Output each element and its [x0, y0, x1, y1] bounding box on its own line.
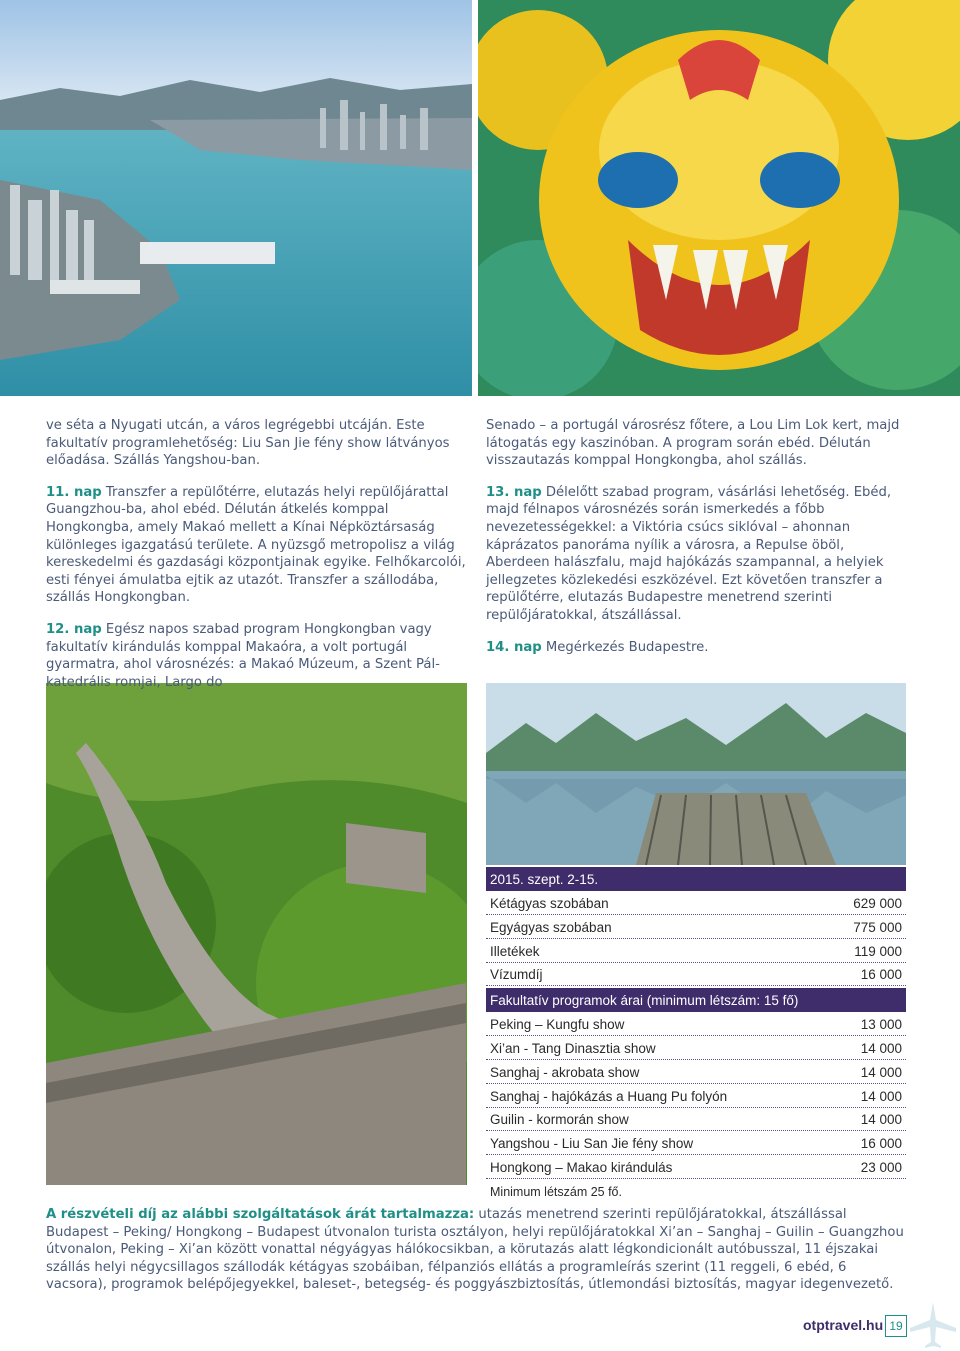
day-label: 12. nap [46, 621, 102, 637]
price-label: Guilin - kormorán show [490, 1112, 629, 1128]
price-label: Hongkong – Makao kirándulás [490, 1159, 673, 1175]
optional-price-row [486, 1157, 906, 1179]
optional-programs-header [486, 988, 906, 1012]
optional-programs-title: Fakultatív programok árai (minimum létszám: 15 fő) [490, 992, 799, 1008]
price-value: 14 000 [860, 1112, 902, 1128]
price-label: Xi’an - Tang Dinasztia show [490, 1040, 656, 1056]
optional-price-row [486, 1062, 906, 1084]
price-label: Vízumdíj [490, 967, 543, 983]
optional-price-row [486, 1086, 906, 1108]
footer-website[interactable]: otptravel.hu [803, 1317, 884, 1333]
itinerary-paragraph: Senado – a portugál városrész főtere, a Lou Lim Lok kert, majd látogatás egy kaszinóban. A program során ebéd. Délután visszautazás komppal Hongkongba, ahol szállás. [486, 418, 900, 469]
price-value: 14 000 [860, 1088, 902, 1104]
included-services-lead: A részvételi díj az alábbi szolgáltatások árát tartalmazza: [46, 1207, 475, 1222]
itinerary-right-column [486, 417, 908, 670]
itinerary-day-13 [486, 484, 908, 625]
day-text: Megérkezés Budapestre. [541, 639, 709, 655]
day-label: 11. nap [46, 484, 102, 500]
dragon-sculpture-photo [478, 0, 960, 396]
itinerary-day-11 [46, 484, 470, 607]
optional-price-row [486, 1014, 906, 1036]
price-table [486, 867, 906, 1203]
minimum-participants-note: Minimum létszám 25 fő. [490, 1184, 622, 1199]
price-value: 13 000 [860, 1017, 902, 1033]
day-label: 13. nap [486, 484, 542, 500]
price-label: Kétágyas szobában [490, 896, 609, 911]
optional-price-row [486, 1109, 906, 1131]
day-label: 14. nap [486, 639, 542, 655]
price-row [486, 917, 906, 939]
included-services [46, 1206, 908, 1294]
price-value: 775 000 [853, 919, 902, 935]
price-row [486, 941, 906, 963]
price-value: 14 000 [860, 1064, 902, 1080]
included-services-text: utazás menetrend szerinti repülőjáratokkal, átszállással Budapest – Peking/ Hongkong – Budapest útvonalon turista osztályon, helyi repülőjáratokkal Xi’an – Sanghaj – Guilin – Guangzhou útvonalon, Peking – Xi’an között vonattal négyágyas hálókocsikban, a körutazás alatt légkondicionált autóbusszal, 11 éjszakai szállás helyi négycsillagos szállodák kétágyas szobáiban, félpanziós ellátás a programleírás szerint (11 reggeli, 6 ebéd, 6 vacsora), programok belépőjegyekkel, baleset-, betegség- és poggyászbiztosítás, útlemondási biztosítás, magyar idegenvezető. [46, 1207, 904, 1293]
page-number: 19 [885, 1315, 907, 1337]
price-label: Illetékek [490, 943, 540, 959]
price-label: Sanghaj - akrobata show [490, 1064, 640, 1080]
itinerary-paragraph: ve séta a Nyugati utcán, a város legrégebbi utcáján. Este fakultatív programlehetőség: Liu San Jie fény show látványos előadása. Szállás Yangshou-ban. [46, 418, 450, 469]
price-value: 119 000 [854, 943, 902, 959]
price-value: 629 000 [853, 896, 902, 911]
price-value: 23 000 [860, 1159, 902, 1175]
price-row [486, 964, 906, 986]
price-value: 16 000 [860, 967, 902, 983]
itinerary-day-14 [486, 639, 908, 657]
itinerary-day-12 [46, 621, 470, 691]
price-value: 16 000 [860, 1136, 902, 1152]
price-label: Yangshou - Liu San Jie fény show [490, 1136, 694, 1152]
great-wall-photo [46, 683, 467, 1185]
li-river-bamboo-raft-photo [486, 683, 906, 865]
itinerary-left-column [46, 417, 470, 705]
airplane-icon [908, 1300, 958, 1350]
price-label: Peking – Kungfu show [490, 1017, 625, 1033]
price-table-date-header [486, 867, 906, 891]
optional-price-row [486, 1038, 906, 1060]
day-text: Transzfer a repülőtérre, elutazás helyi repülőjárattal Guangzhou-ba, ahol ebéd. Délután átkelés komppal Hongkongba, amely Makaó mellett a Kínai Népköztársaság különleges igazgatású területe. A nyüzsgő metropolisz a világ kereskedelmi és gazdasági központjainak egyike. Felhőkarcolói, esti fényei ámulatba ejtik az utazót. Transzfer a szállodába, szállás Hongkongban. [46, 484, 466, 606]
hongkong-harbor-photo [0, 0, 472, 396]
price-label: Sanghaj - hajókázás a Huang Pu folyón [490, 1088, 728, 1104]
price-label: Egyágyas szobában [490, 919, 612, 935]
price-value: 14 000 [860, 1040, 902, 1056]
day-text: Délelőtt szabad program, vásárlási lehetőség. Ebéd, majd félnapos városnézés során ismerkedés a főbb nevezetességekkel: a Viktória csúcs siklóval – ahonnan káprázatos panoráma nyílik a városra, a Repulse öböl, Aberdeen halászfalu, majd hajókázás szampannal, a helyiek jellegzetes közlekedési eszközével. Ezt követően transzfer a repülőtérre, elutazás Budapestre menetrend szerinti repülőjáratokkal, átszállással. [486, 484, 892, 623]
price-row [486, 893, 906, 915]
travel-date: 2015. szept. 2-15. [490, 871, 599, 887]
day-text: Egész napos szabad program Hongkongban vagy fakultatív kirándulás komppal Makaóra, a volt portugál gyarmatra, ahol városnézés: a Makaó Múzeum, a Szent Pál-katedrális romjai, Largo do [46, 621, 440, 690]
optional-price-row [486, 1133, 906, 1155]
